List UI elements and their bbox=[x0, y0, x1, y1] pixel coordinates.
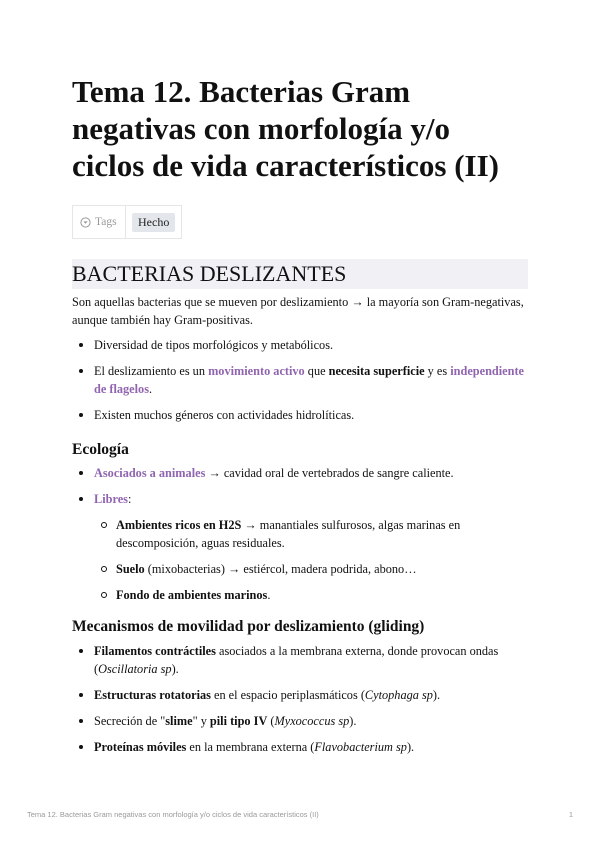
list-item: Existen muchos géneros con actividades hidrolíticas. bbox=[72, 406, 528, 424]
list-item: Asociados a animales → cavidad oral de vertebrados de sangre caliente. bbox=[72, 464, 528, 482]
section-bullet-list bbox=[72, 336, 528, 432]
dropdown-circle-icon bbox=[80, 217, 91, 228]
list-item: Libres: bbox=[72, 490, 528, 508]
footer-title: Tema 12. Bacterias Gram negativas con morfología y/o ciclos de vida característicos (II) bbox=[27, 810, 319, 819]
properties-row bbox=[72, 205, 182, 239]
mecanismos-list bbox=[72, 642, 528, 764]
section-intro: Son aquellas bacterias que se mueven por deslizamiento → la mayoría son Gram-negativas, aunque también hay Gram-positivas. bbox=[72, 295, 524, 327]
mecanismos-heading: Mecanismos de movilidad por deslizamiento (gliding) bbox=[72, 618, 425, 635]
list-item: Estructuras rotatorias en el espacio periplasmáticos (Cytophaga sp). bbox=[72, 686, 528, 704]
section-heading: BACTERIAS DESLIZANTES bbox=[72, 259, 528, 289]
sub-list-item: Suelo (mixobacterias) → estiércol, madera podrida, abono… bbox=[72, 560, 528, 578]
ecologia-heading: Ecología bbox=[72, 441, 129, 458]
list-item: Diversidad de tipos morfológicos y metabólicos. bbox=[72, 336, 528, 354]
sub-list-item: Ambientes ricos en H2S → manantiales sulfurosos, algas marinas en descomposición, aguas residuales. bbox=[72, 516, 528, 552]
ecologia-list bbox=[72, 464, 528, 612]
page-footer bbox=[27, 810, 573, 819]
list-item: Secreción de "slime" y pili tipo IV (Myxococcus sp). bbox=[72, 712, 528, 730]
tags-property-value bbox=[126, 206, 181, 238]
list-item: El deslizamiento es un movimiento activo que necesita superficie y es independiente de flagelos. bbox=[72, 362, 528, 398]
page-title: Tema 12. Bacterias Gram negativas con morfología y/o ciclos de vida característicos (II) bbox=[72, 74, 499, 183]
list-item: Proteínas móviles en la membrana externa (Flavobacterium sp). bbox=[72, 738, 528, 756]
tags-label: Tags bbox=[95, 216, 117, 228]
tags-property-label bbox=[73, 206, 126, 238]
tag-badge[interactable]: Hecho bbox=[132, 213, 175, 232]
sub-list-item: Fondo de ambientes marinos. bbox=[72, 586, 528, 604]
list-item: Filamentos contráctiles asociados a la membrana externa, donde provocan ondas (Oscillatoria sp). bbox=[72, 642, 528, 678]
page-number: 1 bbox=[568, 810, 573, 819]
